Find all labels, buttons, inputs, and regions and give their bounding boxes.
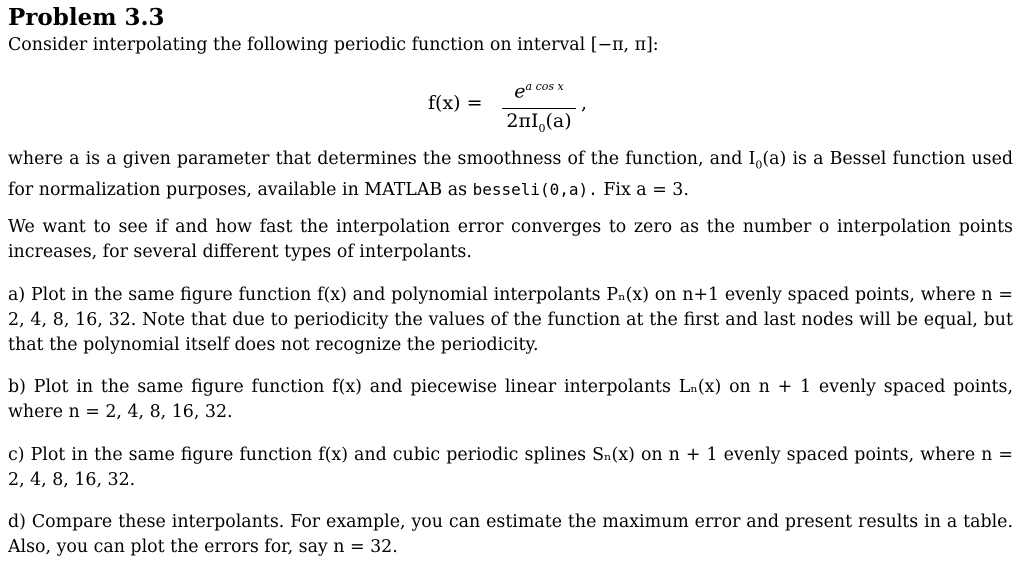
formula-punct: ,: [581, 92, 588, 114]
problem-title: Problem 3.3: [8, 4, 165, 31]
formula-denominator: $2\pi I_0(a)$: [506, 110, 572, 135]
part-d: d) Compare these interpolants. For example, you can estimate the maximum error and present results in a table. Also, you can plot the errors for, say n = 32.: [8, 512, 1013, 557]
formula-numerator: $e^{a cos x}$: [514, 80, 564, 103]
code-besseli: besseli(0,a).: [472, 180, 598, 200]
fraction-bar: [502, 108, 576, 109]
part-a: a) Plot in the same figure function f(x) and polynomial interpolants Pₙ(x) on n+1 evenly spaced points, where n = 2, 4, 8, 16, 32. Note that due to periodicity the values of the function at the first and last nodes will be equal, but that the polynomial itself does not recognize the periodicity.: [8, 285, 1013, 355]
intro-paragraph: Consider interpolating the following periodic function on interval [−π, π]:: [8, 35, 659, 55]
where-paragraph: where a is a given parameter that determines the smoothness of the function, and $I_0(a)$ is a Bessel function used for normalization purposes, available in MATLAB as besseli(0,a). Fix a = 3.: [8, 149, 1013, 201]
goal-paragraph: We want to see if and how fast the interpolation error converges to zero as the number o interpolation points increases, for several different types of interpolants.: [8, 217, 1013, 262]
part-c: c) Plot in the same figure function f(x) and cubic periodic splines Sₙ(x) on n + 1 evenly spaced points, where n = 2, 4, 8, 16, 32.: [8, 445, 1013, 490]
part-b: b) Plot in the same figure function f(x) and piecewise linear interpolants Lₙ(x) on n + 1 evenly spaced points, where n = 2, 4, 8, 16, 32.: [8, 377, 1013, 422]
formula-lhs: f(x) =: [428, 92, 483, 114]
